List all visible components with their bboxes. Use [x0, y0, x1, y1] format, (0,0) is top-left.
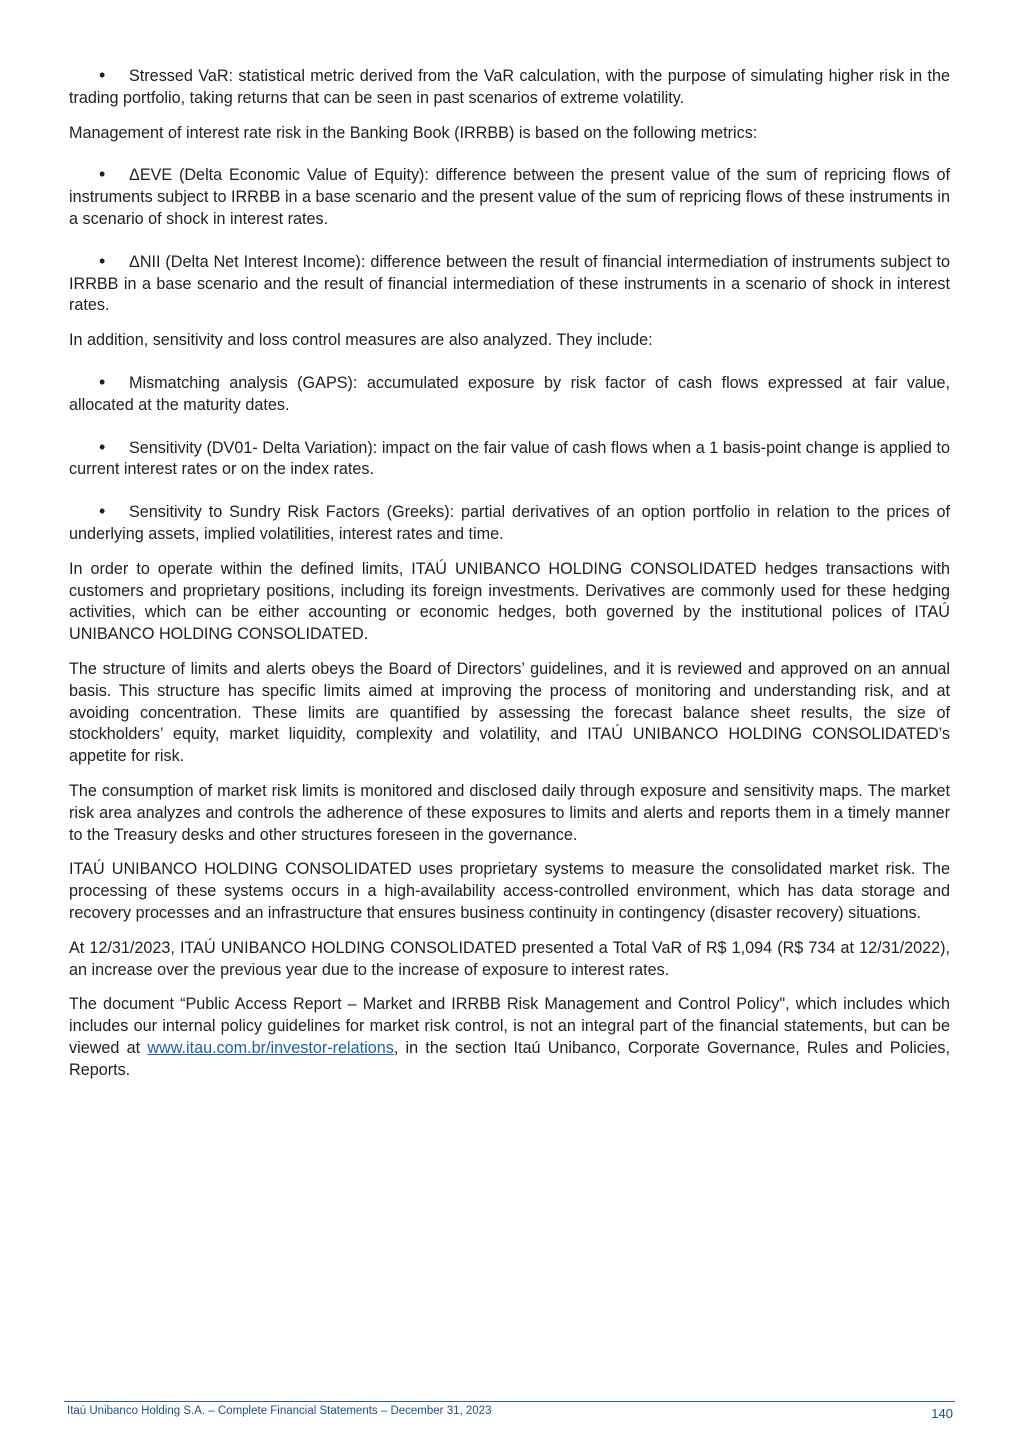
page-footer [64, 1401, 955, 1421]
bullet-item-gaps [69, 373, 950, 417]
bullet-text: Sensitivity to Sundry Risk Factors (Greeks): partial derivatives of an option portfolio in relation to the prices of underlying assets, implied volatilities, interest rates and time. [69, 503, 950, 543]
paragraph-limits-consumption: The consumption of market risk limits is monitored and disclosed daily through exposure and sensitivity maps. The market risk area analyzes and controls the adherence of these exposures to limits and alerts and reports them in a timely manner to the Treasury desks and other structures foreseen in the governance. [69, 781, 950, 844]
paragraph-limits-structure: The structure of limits and alerts obeys the Board of Directors’ guidelines, and it is reviewed and approved on an annual basis. This structure has specific limits aimed at improving the process of monitoring and understanding risk, and at avoiding concentration. These limits are quantified by assessing the forecast balance sheet results, the size of stockholders’ equity, market liquidity, complexity and volatility, and ITAÚ UNIBANCO HOLDING CONSOLIDATED’s appetite for risk. [69, 659, 950, 766]
investor-relations-link[interactable]: www.itau.com.br/investor-relations [147, 1038, 394, 1057]
bullet-text: Mismatching analysis (GAPS): accumulated exposure by risk factor of cash flows expressed at fair value, allocated at the maturity dates. [69, 373, 950, 414]
paragraph-sensitivity-intro: In addition, sensitivity and loss control measures are also analyzed. They include: [69, 331, 653, 350]
document-body [69, 66, 950, 1094]
paragraph-hedging: In order to operate within the defined limits, ITAÚ UNIBANCO HOLDING CONSOLIDATED hedges transactions with customers and proprietary positions, including its foreign investments. Derivatives are commonly used for these hedging activities, which can be either accounting or economic hedges, both governed by the institutional polices of ITAÚ UNIBANCO HOLDING CONSOLIDATED. [69, 559, 950, 644]
bullet-item-greeks [69, 502, 950, 546]
bullet-icon: • [99, 436, 106, 457]
bullet-text: ΔNII (Delta Net Interest Income): difference between the result of financial intermediation of instruments subject to IRRBB in a base scenario and the result of financial intermediation of these instruments in a scenario of shock in interest rates. [69, 252, 950, 315]
bullet-icon: • [99, 164, 106, 185]
closing-text-before-link: The document “Public Access Report – Market and IRRBB Risk Management and Control Policy", which includes which includes our internal policy guidelines for market risk control, is not an integral part of the financial statements, but can be viewed at [69, 995, 950, 1057]
paragraph-public-access-report [69, 994, 950, 1081]
paragraph-irrbb-intro: Management of interest rate risk in the Banking Book (IRRBB) is based on the following metrics: [69, 123, 758, 142]
page-number: 140 [931, 1406, 953, 1421]
bullet-text: ΔEVE (Delta Economic Value of Equity): difference between the present value of the sum of repricing flows of instruments subject to IRRBB in a base scenario and the present value of the sum of repricing flows of these instruments in a scenario of shock in interest rates. [69, 166, 950, 228]
bullet-item-delta-eve [69, 165, 950, 230]
footer-document-title: Itaú Unibanco Holding S.A. – Complete Financial Statements – December 31, 2023 [67, 1405, 492, 1417]
bullet-icon: • [99, 501, 106, 522]
bullet-icon: • [99, 65, 106, 85]
bullet-item-stressed-var [69, 66, 950, 110]
bullet-text: Stressed VaR: statistical metric derived from the VaR calculation, with the purpose of simulating higher risk in the trading portfolio, taking returns that can be seen in past scenarios of extreme volatility. [69, 67, 950, 107]
paragraph-total-var: At 12/31/2023, ITAÚ UNIBANCO HOLDING CONSOLIDATED presented a Total VaR of R$ 1,094 (R$ 734 at 12/31/2022), an increase over the previous year due to the increase of exposure to interest rates. [69, 938, 950, 979]
paragraph-systems: ITAÚ UNIBANCO HOLDING CONSOLIDATED uses proprietary systems to measure the consolidated market risk. The processing of these systems occurs in a high-availability access-controlled environment, which has data storage and recovery processes and an infrastructure that ensures business continuity in contingency (disaster recovery) situations. [69, 860, 950, 922]
bullet-icon: • [99, 250, 106, 271]
closing-text-after-link: , in the section Itaú Unibanco, Corporate Governance, Rules and Policies, Reports. [69, 1038, 950, 1079]
bullet-item-dv01 [69, 438, 950, 482]
bullet-icon: • [99, 371, 106, 392]
bullet-text: Sensitivity (DV01- Delta Variation): impact on the fair value of cash flows when a 1 basis-point change is applied to current interest rates or on the index rates. [69, 438, 950, 479]
bullet-item-delta-nii [69, 252, 950, 317]
